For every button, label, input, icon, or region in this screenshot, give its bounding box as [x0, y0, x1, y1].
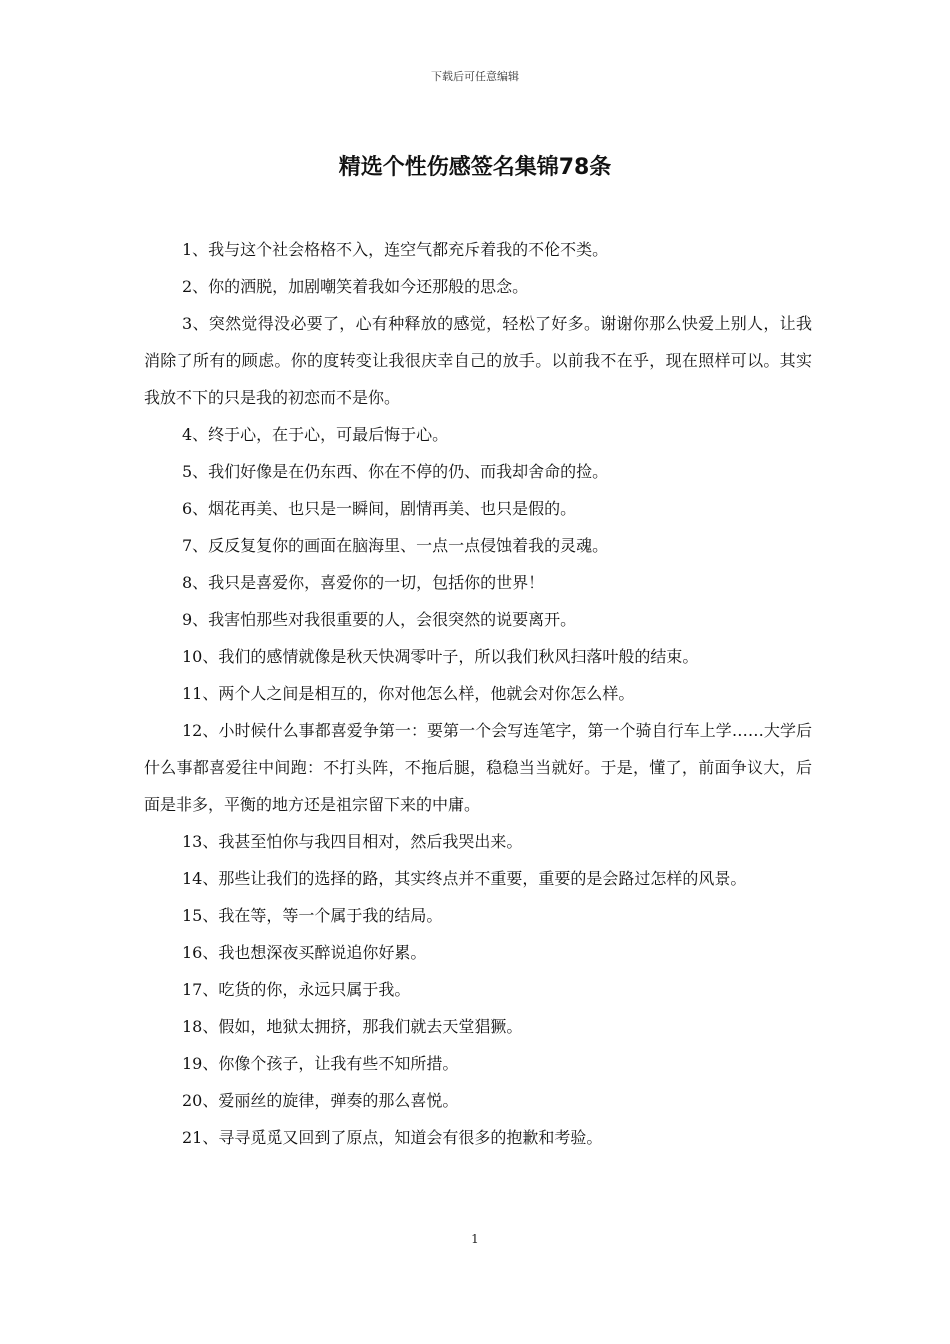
paragraph: 16、我也想深夜买醉说追你好累。 [182, 943, 427, 962]
paragraph: 12、小时候什么事都喜爱争第一：要第一个会写连笔字，第一个骑自行车上学……大学后什么事都喜爱往中间跑：不打头阵，不拖后腿，稳稳当当就好。于是，懂了，前面争议大，后面是非多，平衡的地方还是祖宗留下来的中庸。 [144, 721, 812, 814]
paragraph: 5、我们好像是在仍东西、你在不停的仍、而我却舍命的捡。 [182, 462, 609, 481]
paragraph: 3、突然觉得没必要了，心有种释放的感觉，轻松了好多。谢谢你那么快爱上别人，让我消除了所有的顾虑。你的度转变让我很庆幸自己的放手。以前我不在乎，现在照样可以。其实我放不下的只是我的初恋而不是你。 [144, 314, 812, 407]
paragraph: 18、假如，地狱太拥挤，那我们就去天堂猖獗。 [182, 1017, 523, 1036]
paragraph: 11、两个人之间是相互的，你对他怎么样，他就会对你怎么样。 [182, 684, 635, 703]
paragraph: 1、我与这个社会格格不入，连空气都充斥着我的不伦不类。 [182, 240, 609, 259]
paragraph: 7、反反复复你的画面在脑海里、一点一点侵蚀着我的灵魂。 [182, 536, 609, 555]
paragraph: 21、寻寻觅觅又回到了原点，知道会有很多的抱歉和考验。 [182, 1128, 603, 1147]
document-body [144, 231, 812, 1156]
document-title: 精选个性伤感签名集锦78条 [338, 155, 612, 180]
paragraph: 13、我甚至怕你与我四目相对，然后我哭出来。 [182, 832, 523, 851]
paragraph: 6、烟花再美、也只是一瞬间，剧情再美、也只是假的。 [182, 499, 577, 518]
paragraph: 4、终于心，在于心，可最后悔于心。 [182, 425, 449, 444]
page-number: 1 [471, 1232, 479, 1246]
paragraph: 20、爱丽丝的旋律，弹奏的那么喜悦。 [182, 1091, 459, 1110]
paragraph: 9、我害怕那些对我很重要的人，会很突然的说要离开。 [182, 610, 577, 629]
paragraph: 8、我只是喜爱你，喜爱你的一切，包括你的世界！ [182, 573, 545, 592]
paragraph: 2、你的洒脱，加剧嘲笑着我如今还那般的思念。 [182, 277, 529, 296]
paragraph: 14、那些让我们的选择的路，其实终点并不重要，重要的是会路过怎样的风景。 [182, 869, 747, 888]
page-header: 下载后可任意编辑 [431, 70, 519, 83]
paragraph: 17、吃货的你，永远只属于我。 [182, 980, 411, 999]
paragraph: 19、你像个孩子，让我有些不知所措。 [182, 1054, 459, 1073]
paragraph: 10、我们的感情就像是秋天快凋零叶子，所以我们秋风扫落叶般的结束。 [182, 647, 699, 666]
paragraph: 15、我在等，等一个属于我的结局。 [182, 906, 443, 925]
